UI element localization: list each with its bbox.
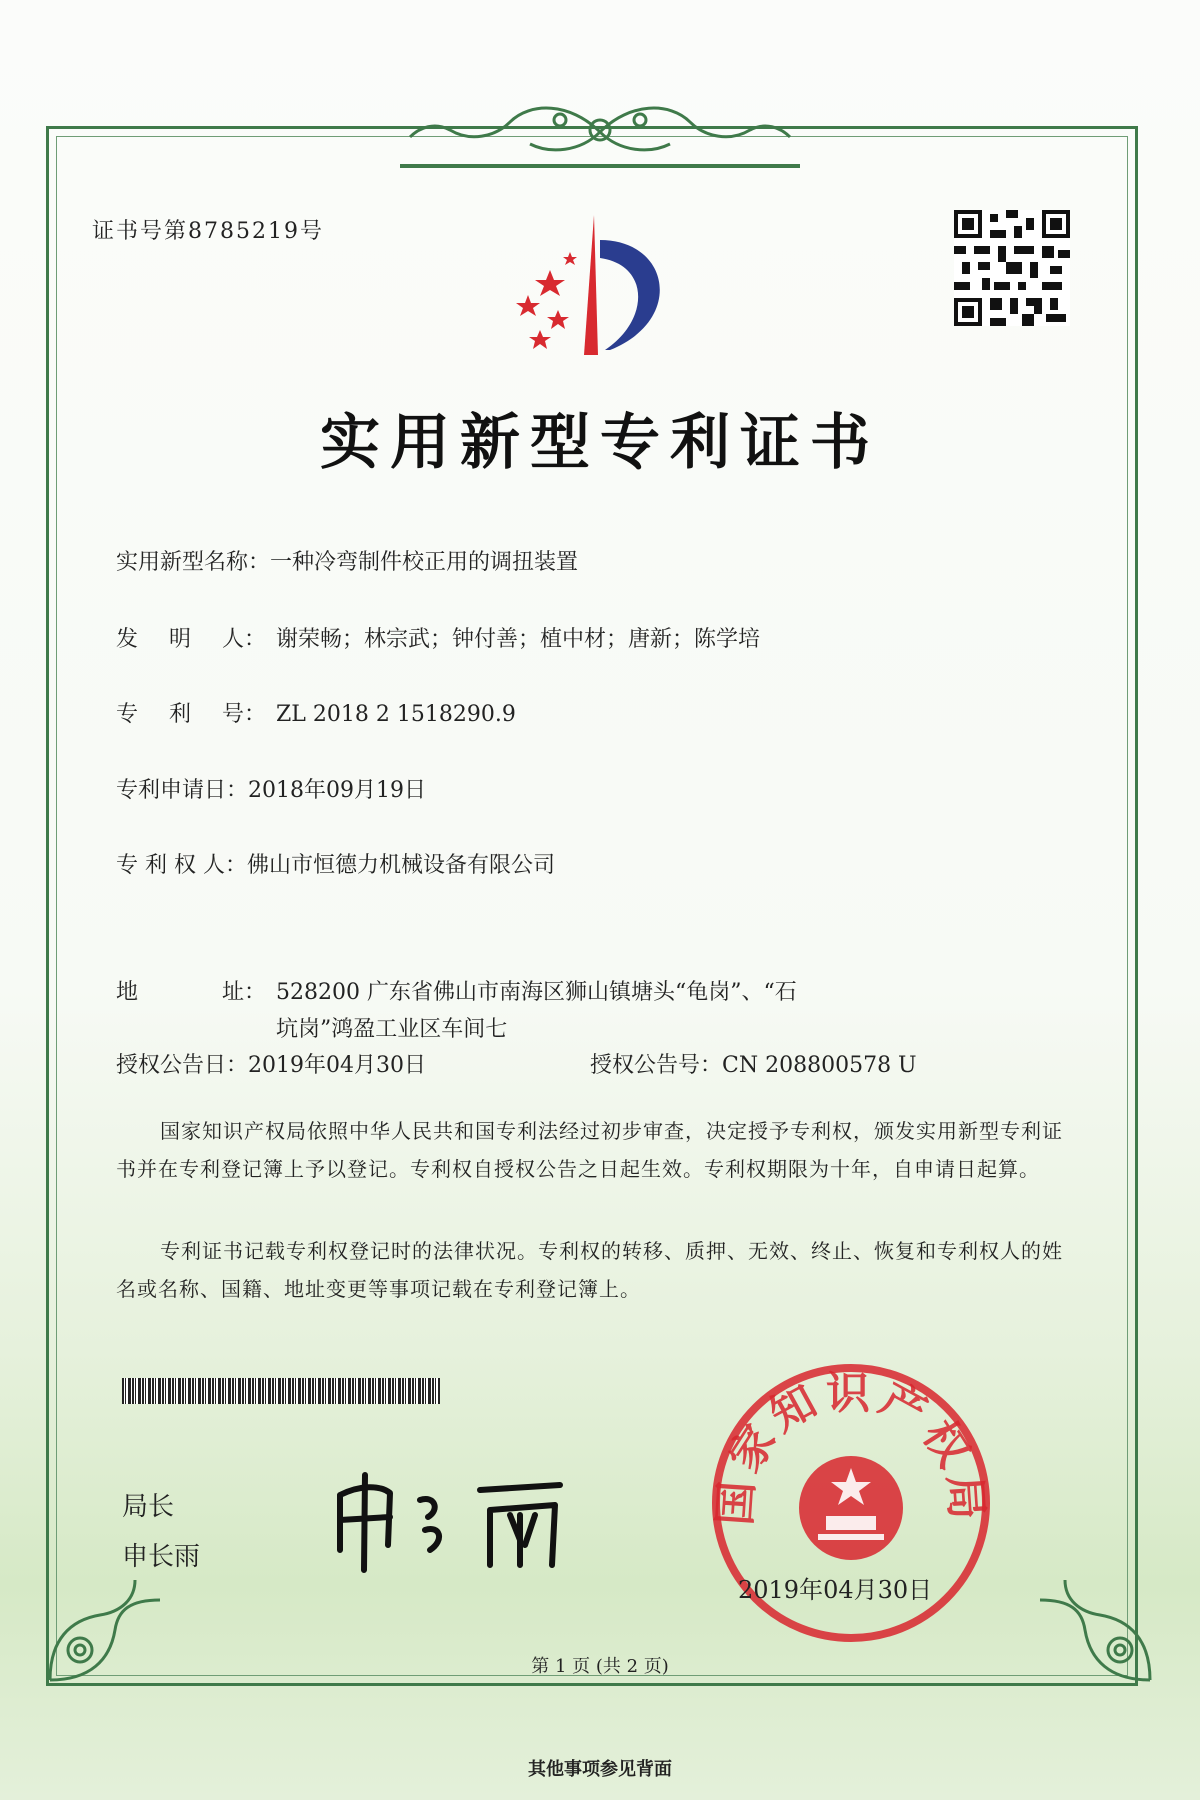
seal-text: 国家知识产权局 xyxy=(709,1368,993,1527)
field-label: 授权公告日： xyxy=(116,1053,249,1078)
utility-model-name-row xyxy=(116,545,578,576)
qr-code-icon xyxy=(954,210,1070,326)
director-title: 局长 xyxy=(122,1492,175,1522)
footer-note: 其他事项参见背面 xyxy=(528,1759,672,1780)
seal-date: 2019年04月30日 xyxy=(738,1576,933,1604)
patent-number: ZL 2018 2 1518290.9 xyxy=(276,702,516,727)
grant-date-row xyxy=(116,1048,426,1079)
field-label: 地 址： xyxy=(116,980,266,1005)
field-label: 发 明 人： xyxy=(116,627,266,652)
grant-publication-number xyxy=(590,1048,917,1079)
patentee-row xyxy=(116,848,555,879)
page-number: 第 1 页 (共 2 页) xyxy=(531,1656,669,1677)
patent-number-row xyxy=(116,697,516,728)
certificate-title: 实用新型专利证书 xyxy=(320,408,880,478)
legal-paragraph-2: 专利证书记载专利权登记时的法律状况。专利权的转移、质押、无效、终止、恢复和专利权人的姓名或名称、国籍、地址变更等事项记载在专利登记簿上。 xyxy=(116,1239,1063,1301)
director-name: 申长雨 xyxy=(122,1542,201,1572)
signature-icon xyxy=(320,1455,600,1575)
legal-paragraph-1: 国家知识产权局依照中华人民共和国专利法经过初步审查，决定授予专利权，颁发实用新型专利证书并在专利登记簿上予以登记。专利权自授权公告之日起生效。专利权期限为十年，自申请日起算。 xyxy=(116,1119,1063,1181)
director-block xyxy=(122,1482,200,1582)
filing-date: 2018年09月19日 xyxy=(248,778,426,803)
patentee-name: 佛山市恒德力机械设备有限公司 xyxy=(246,853,555,878)
field-label: 专利申请日： xyxy=(116,778,249,803)
utility-model-name: 一种冷弯制件校正用的调扭装置 xyxy=(270,550,579,575)
field-label: 授权公告号： xyxy=(590,1053,723,1078)
certificate-number: 证书号第8785219号 xyxy=(92,219,324,244)
address-line-2: 坑岗”鸿盈工业区车间七 xyxy=(276,1017,508,1042)
address-line-1: 528200 广东省佛山市南海区狮山镇塘头“龟岗”、“石 xyxy=(276,980,797,1005)
inventor-names: 谢荣畅；林宗武；钟付善；植中材；唐新；陈学培 xyxy=(276,627,761,652)
barcode-icon xyxy=(122,1378,440,1404)
field-label: 实用新型名称： xyxy=(116,550,271,575)
top-ornament-icon xyxy=(400,92,800,172)
address-row xyxy=(116,975,797,1006)
patent-office-logo-icon xyxy=(500,210,700,360)
field-label: 专 利 号： xyxy=(116,702,266,727)
filing-date-row xyxy=(116,773,426,804)
field-label: 专 利 权 人： xyxy=(116,853,247,878)
inventor-row xyxy=(116,622,760,653)
grant-number: CN 208800578 U xyxy=(722,1053,917,1078)
grant-date: 2019年04月30日 xyxy=(248,1053,426,1078)
